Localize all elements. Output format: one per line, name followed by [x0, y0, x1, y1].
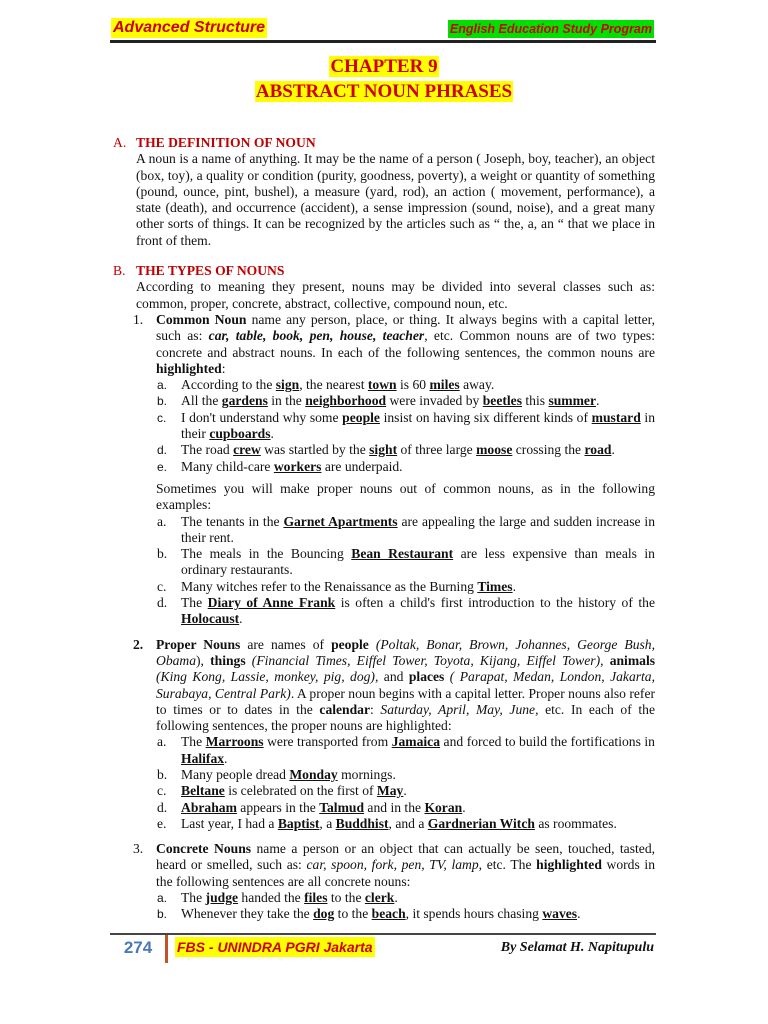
- page-body: [113, 135, 655, 923]
- example-sentence: a. According to the sign, the nearest town is 60 miles away.: [157, 377, 495, 393]
- highlighted-noun: Bean Restaurant: [351, 546, 454, 562]
- header-rule: [110, 40, 656, 43]
- common-noun-examples: car, table, book, pen, house, teacher: [208, 328, 425, 344]
- section-a-heading: A. THE DEFINITION OF NOUN: [113, 135, 316, 150]
- highlighted-noun: miles: [429, 377, 460, 393]
- sentence-letter: c.: [157, 410, 167, 425]
- proper-noun-sentences: [113, 734, 655, 832]
- highlighted-noun: mustard: [591, 409, 641, 425]
- highlighted-noun: beach: [371, 906, 406, 922]
- highlighted-noun: Beltane: [181, 783, 225, 799]
- example-sentence: b. Many people dread Monday mornings.: [157, 766, 396, 782]
- concrete-noun-sentences: [113, 890, 655, 923]
- sentence-letter: e.: [157, 459, 168, 474]
- highlighted-noun: sign: [275, 377, 300, 393]
- example-sentence: c. Many witches refer to the Renaissance as the Burning Times.: [157, 578, 516, 594]
- example-sentence: d. The road crew was startled by the sight of three large moose crossing the road.: [157, 442, 615, 458]
- highlighted-noun: gardens: [221, 393, 268, 409]
- highlighted-noun: Halifax: [181, 750, 225, 766]
- highlighted-noun: Abraham: [181, 799, 237, 815]
- highlighted-noun: judge: [205, 890, 239, 906]
- sentence-letter: c.: [157, 578, 167, 594]
- highlighted-noun: Koran: [424, 799, 463, 815]
- highlighted-noun: dog: [313, 906, 335, 922]
- proper-from-common-examples: [113, 514, 655, 628]
- chapter-title: ABSTRACT NOUN PHRASES: [255, 81, 513, 102]
- highlighted-noun: neighborhood: [305, 393, 387, 409]
- page-number-divider: [165, 935, 168, 963]
- footer-author: By Selamat H. Napitupulu: [500, 940, 654, 955]
- sentence-letter: b.: [157, 546, 168, 562]
- sentence-letter: b.: [157, 766, 168, 782]
- highlighted-noun: Diary of Anne Frank: [207, 595, 336, 611]
- highlighted-noun: summer: [548, 393, 597, 409]
- example-sentence: b. The meals in the Bouncing Bean Restaurant are less expensive than meals in ordinary restaurants.: [157, 546, 655, 578]
- highlighted-noun: Jamaica: [391, 734, 441, 750]
- sentence-letter: d.: [157, 799, 168, 815]
- footer-rule: [110, 933, 656, 935]
- common-noun-term: Common Noun: [156, 311, 247, 327]
- sentence-letter: a.: [157, 378, 168, 393]
- section-b-heading: B. THE TYPES OF NOUNS: [113, 263, 285, 279]
- page-number: 274: [123, 938, 153, 957]
- header-program-name: English Education Study Program: [449, 22, 652, 36]
- highlighted-noun: May: [376, 783, 404, 799]
- proper-noun-item: 2. Proper Nouns are names of people (Poltak, Bonar, Brown, Johannes, George Bush, Obama), things (Financial Times, Eiffel Tower, Toyota, Kijang, Eiffel Tower), animals (King Kong, Lassie, monkey, pig, dog), and places ( Parapat, Medan, London, Jakarta, Surabaya, Central Park). A proper noun begins with a capital letter. Proper nouns also refer to times or to dates in the calendar: Saturday, April, May, June, etc. In each of the following sentences, the proper nouns are highlighted:: [133, 636, 656, 734]
- example-sentence: a. The judge handed the files to the clerk.: [157, 890, 398, 906]
- example-sentence: c. I don't understand why some people insist on having six different kinds of mustard in their cupboards.: [157, 409, 655, 442]
- sentence-letter: b.: [157, 907, 168, 922]
- highlighted-noun: Baptist: [277, 815, 320, 831]
- example-sentence: a. The Marroons were transported from Jamaica and forced to build the fortifications in Halifax.: [157, 734, 655, 766]
- highlighted-noun: crew: [233, 442, 261, 458]
- sentence-letter: d.: [157, 443, 168, 458]
- highlighted-noun: Talmud: [319, 799, 365, 815]
- highlighted-noun: files: [304, 890, 328, 906]
- highlighted-noun: beetles: [482, 393, 522, 409]
- sentence-letter: e.: [157, 815, 167, 831]
- sentence-letter: a.: [157, 891, 168, 906]
- highlighted-noun: Holocaust: [181, 611, 240, 627]
- example-sentence: d. Abraham appears in the Talmud and in the Koran.: [157, 799, 466, 815]
- header-course-title: Advanced Structure: [113, 19, 266, 36]
- example-sentence: a. The tenants in the Garnet Apartments are appealing the large and sudden increase in their rent.: [157, 513, 656, 545]
- example-sentence: d. The Diary of Anne Frank is often a child's first introduction to the history of the Holocaust.: [157, 595, 655, 627]
- highlighted-noun: Monday: [289, 766, 338, 782]
- highlighted-noun: town: [367, 377, 397, 393]
- highlighted-noun: Gardnerian Witch: [427, 815, 535, 831]
- sentence-letter: a.: [157, 734, 167, 750]
- sentence-letter: c.: [157, 783, 167, 799]
- sentence-letter: d.: [157, 595, 168, 611]
- concrete-noun-item: 3. Concrete Nouns name a person or an object that can actually be seen, touched, tasted, heard or smelled, such as: car, spoon, fork, pen, TV, lamp, etc. The highlighted words in the following sentences are all concrete nouns:: [133, 841, 656, 889]
- highlighted-noun: clerk: [364, 890, 395, 906]
- highlighted-noun: Times: [477, 578, 513, 594]
- highlighted-noun: Garnet Apartments: [283, 513, 398, 529]
- concrete-noun-term: Concrete Nouns: [156, 841, 252, 857]
- highlighted-noun: road: [584, 442, 612, 458]
- example-sentence: e. Many child-care workers are underpaid.: [157, 458, 403, 474]
- sentence-letter: a.: [157, 513, 167, 529]
- highlighted-noun: Buddhist: [335, 815, 389, 831]
- footer-institution: FBS - UNINDRA PGRI Jakarta: [177, 939, 373, 955]
- example-sentence: b. All the gardens in the neighborhood were invaded by beetles this summer.: [157, 393, 600, 409]
- highlighted-noun: workers: [273, 458, 322, 474]
- highlighted-noun: sight: [369, 442, 398, 458]
- proper-noun-term: Proper Nouns: [156, 636, 241, 652]
- example-sentence: e. Last year, I had a Baptist, a Buddhist, and a Gardnerian Witch as roommates.: [157, 815, 617, 831]
- chapter-number: CHAPTER 9: [330, 56, 438, 77]
- sentence-letter: b.: [157, 394, 168, 409]
- highlighted-noun: people: [342, 409, 380, 425]
- highlighted-noun: moose: [476, 442, 513, 458]
- proper-from-common-intro: Sometimes you will make proper nouns out of common nouns, as in the following examples:: [156, 480, 655, 513]
- highlighted-noun: Marroons: [205, 734, 264, 750]
- example-sentence: c. Beltane is celebrated on the first of May.: [157, 783, 407, 799]
- highlighted-noun: cupboards: [209, 426, 271, 442]
- section-a-body: A noun is a name of anything. It may be the name of a person ( Joseph, boy, teacher), an object (box, toy), a quality or condition (purity, goodness, poverty), a weight or quantity of something (pound, ounce, pint, bushel), a measure (yard, rod), an action ( movement, performance), a state (death), and occurrence (accident), a sense impression (sound, noise), and a great many other sorts of things. It can be recognized by the articles such as “ the, a, an “ that we place in front of them.: [136, 151, 655, 248]
- common-noun-sentences: [113, 377, 655, 475]
- section-b-intro: According to meaning they present, nouns may be divided into several classes such as: common, proper, concrete, abstract, collective, compound noun, etc.: [136, 279, 655, 311]
- example-sentence: b. Whenever they take the dog to the beach, it spends hours chasing waves.: [157, 906, 581, 922]
- common-noun-item: 1. Common Noun name any person, place, or thing. It always begins with a capital letter, such as: car, table, book, pen, house, teacher, etc. Common nouns are of two types: concrete and abstract nouns. In each of the following sentences, the common nouns are highlighted:: [133, 311, 655, 376]
- highlighted-noun: waves: [542, 906, 578, 922]
